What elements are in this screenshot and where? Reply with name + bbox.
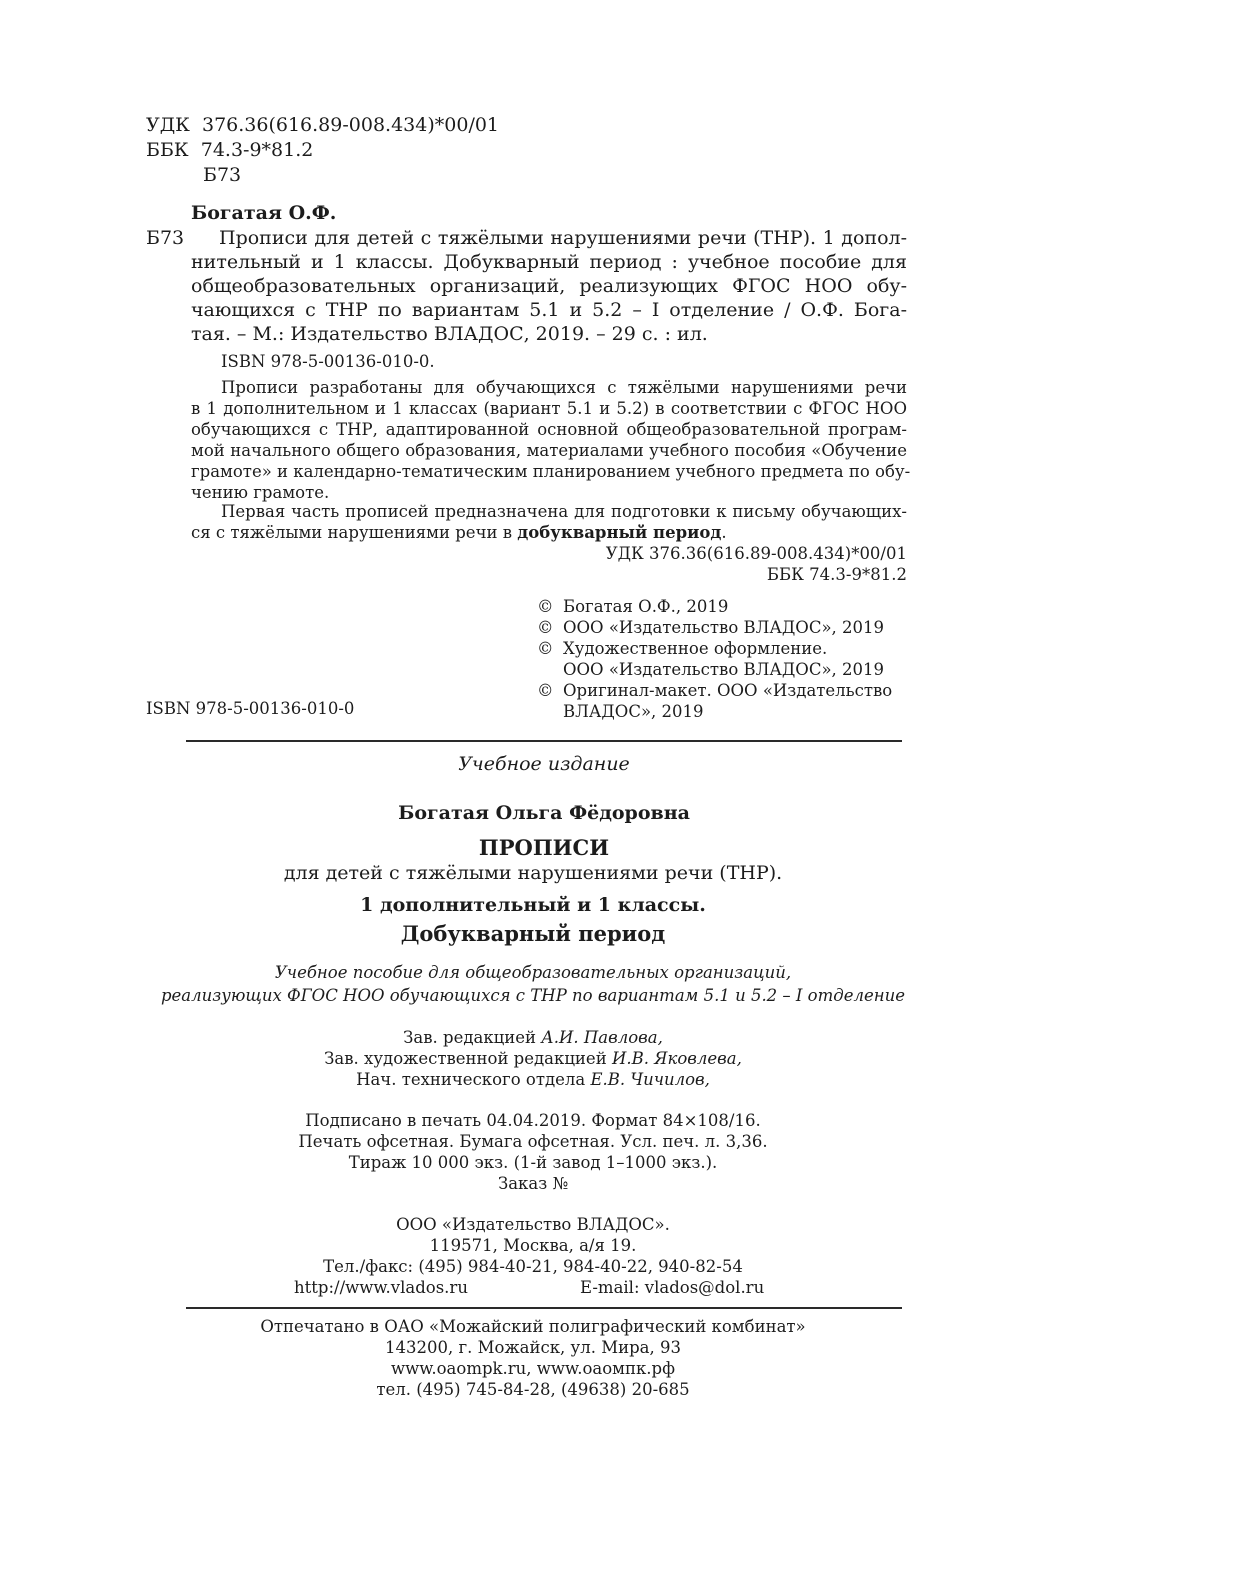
editor-1 (186, 1027, 880, 1048)
record-desc-line: тая. – М.: Издательство ВЛАДОС, 2019. – 29 с. : ил. (191, 323, 708, 345)
copyright-text: Богатая О.Ф., 2019 (563, 597, 729, 616)
print-paper: Печать офсетная. Бумага офсетная. Усл. печ. л. 3,36. (298, 1132, 768, 1151)
bbk-value: 74.3-9*81.2 (200, 139, 314, 161)
publisher-site: http://www.vlados.ru (294, 1278, 468, 1297)
printer-sites: www.oaompk.ru, www.оаомпк.рф (390, 1359, 676, 1378)
udk-value: 376.36(616.89-008.434)*00/01 (201, 114, 500, 136)
record-desc-line: чающихся с ТНР по вариантам 5.1 и 5.2 – I отделение / О.Ф. Бога- (191, 299, 907, 321)
copyright-line (537, 638, 892, 659)
copyright-line (537, 596, 892, 617)
annotation-2-second (191, 522, 727, 543)
editor-2 (186, 1048, 880, 1069)
annotation-text: . (721, 523, 727, 542)
isbn-bottom: ISBN 978-5-00136-010-0 (146, 699, 355, 718)
record-mark: Б73 (146, 227, 185, 249)
printer-phone: тел. (495) 745-84-28, (49638) 20-685 (376, 1380, 690, 1399)
annotation-line: мой начального общего образования, материалами учебного пособия «Обучение (191, 441, 907, 460)
bbk-code (146, 138, 313, 162)
editor-role: Зав. редакцией (403, 1028, 542, 1047)
record-description-cont (191, 250, 907, 346)
record-author: Богатая О.Ф. (191, 202, 337, 224)
editor-role: Нач. технического отдела (356, 1070, 591, 1089)
editor-name: Е.В. Чичилов, (590, 1070, 710, 1089)
editor-role: Зав. художественной редакцией (324, 1049, 612, 1068)
copyright-text: ООО «Издательство ВЛАДОС», 2019 (563, 618, 885, 637)
record-desc-line: общеобразовательных организаций, реализующих ФГОС НОО обу- (191, 275, 907, 297)
editor-name: И.В. Яковлева, (611, 1049, 742, 1068)
copyright-line (537, 617, 892, 638)
copyright-line (537, 701, 892, 722)
udk-label: УДК (146, 114, 190, 136)
annotation-line: Первая часть прописей предназначена для подготовки к письму обучающих- (221, 502, 907, 521)
edition-author: Богатая Ольга Фёдоровна (398, 802, 690, 824)
copyright-text: ВЛАДОС», 2019 (563, 702, 704, 721)
edition-subtitle: для детей с тяжёлыми нарушениями речи (ТНР). (283, 862, 783, 884)
edition-purpose-2: реализующих ФГОС НОО обучающихся с ТНР по вариантам 5.1 и 5.2 – I отделение (160, 986, 906, 1005)
divider-top (186, 740, 902, 742)
copyright-icon: © (537, 681, 554, 700)
print-run: Тираж 10 000 экз. (1-й завод 1–1000 экз.). (348, 1153, 718, 1172)
record-desc-line: Прописи для детей с тяжёлыми нарушениями речи (ТНР). 1 допол- (219, 227, 907, 249)
annotation (191, 398, 911, 503)
editor-3 (186, 1069, 880, 1090)
copyright-line (537, 659, 892, 680)
annotation-line: грамоте» и календарно-тематическим планированием учебного предмета по обу- (191, 462, 911, 481)
copyright-line (537, 680, 892, 701)
copyright-text: Оригинал-макет. ООО «Издательство (563, 681, 893, 700)
udk-right: УДК 376.36(616.89-008.434)*00/01 (605, 544, 907, 563)
annotation-line: Прописи разработаны для обучающихся с тяжёлыми нарушениями речи (221, 378, 907, 397)
publisher-email: E-mail: vlados@dol.ru (580, 1278, 765, 1297)
edition-title: ПРОПИСИ (478, 835, 610, 860)
edition-period: Добукварный период (400, 921, 666, 946)
bbk-label: ББК (146, 139, 189, 161)
annotation-line: чению грамоте. (191, 483, 330, 502)
edition-purpose-1: Учебное пособие для общеобразовательных организаций, (274, 963, 792, 982)
publisher-name: ООО «Издательство ВЛАДОС». (396, 1215, 670, 1234)
annotation-2-first (221, 501, 907, 522)
annotation-first-line (221, 377, 907, 398)
copyright-text: ООО «Издательство ВЛАДОС», 2019 (563, 660, 885, 679)
udk-code (146, 113, 499, 137)
copyright-icon: © (537, 639, 554, 658)
print-signed: Подписано в печать 04.04.2019. Формат 84×108/16. (305, 1111, 761, 1130)
divider-bottom (186, 1307, 902, 1309)
record-description (219, 226, 907, 250)
annotation-line: обучающихся с ТНР, адаптированной основной общеобразовательной програм- (191, 420, 907, 439)
bbk-right: ББК 74.3-9*81.2 (766, 565, 907, 584)
author-mark-top: Б73 (203, 164, 242, 186)
publisher-address: 119571, Москва, а/я 19. (429, 1236, 637, 1255)
copyright-icon: © (537, 618, 554, 637)
annotation-text: ся с тяжёлыми нарушениями речи в (191, 523, 518, 542)
printer-name: Отпечатано в ОАО «Можайский полиграфический комбинат» (260, 1317, 806, 1336)
printer-address: 143200, г. Можайск, ул. Мира, 93 (385, 1338, 681, 1357)
edition-type: Учебное издание (458, 753, 630, 775)
edition-classes: 1 дополнительный и 1 классы. (360, 894, 706, 916)
print-order: Заказ № (497, 1174, 569, 1193)
publisher-phone: Тел./факс: (495) 984-40-21, 984-40-22, 940-82-54 (323, 1257, 743, 1276)
record-isbn: ISBN 978-5-00136-010-0. (221, 352, 435, 371)
record-desc-line: нительный и 1 классы. Добукварный период : учебное пособие для (191, 251, 907, 273)
copyright-block (537, 596, 892, 722)
annotation-bold-term: добукварный период (517, 523, 722, 542)
annotation-line: в 1 дополнительном и 1 классах (вариант 5.1 и 5.2) в соответствии с ФГОС НОО (191, 399, 907, 418)
editor-name: А.И. Павлова, (541, 1028, 663, 1047)
copyright-text: Художественное оформление. (563, 639, 828, 658)
copyright-icon: © (537, 597, 554, 616)
